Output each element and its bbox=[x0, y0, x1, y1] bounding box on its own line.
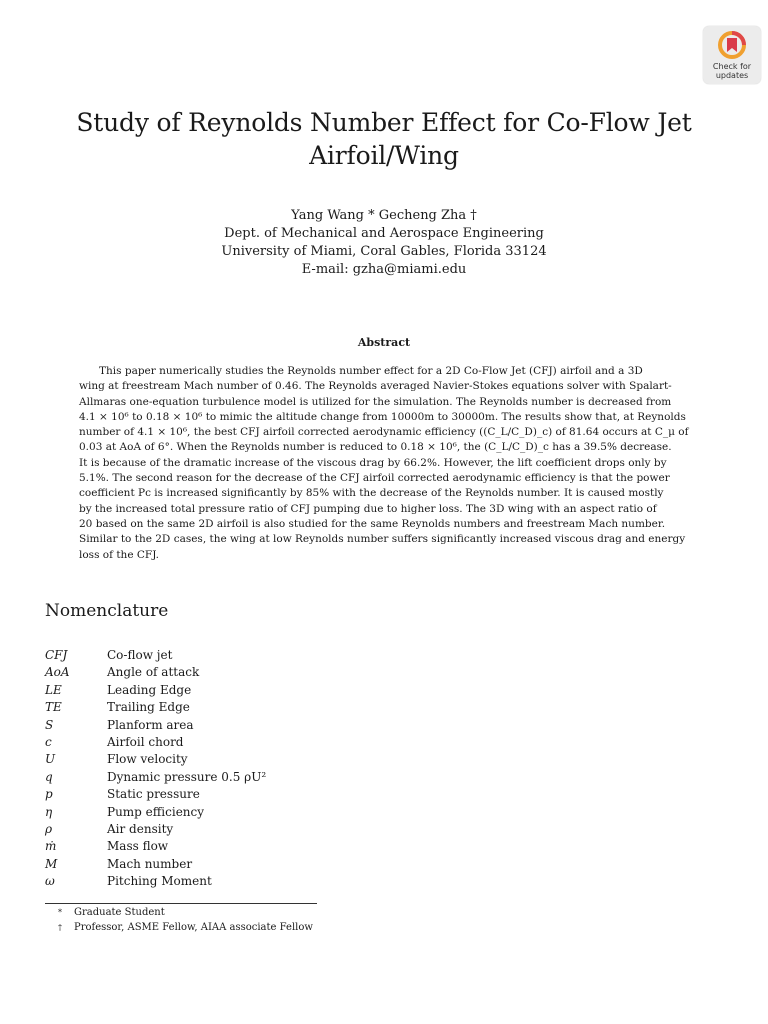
nomenclature-symbol: U bbox=[45, 752, 56, 767]
nomenclature-row bbox=[45, 682, 445, 699]
nomenclature-definition: Pump efficiency bbox=[107, 804, 205, 819]
author-block bbox=[100, 207, 668, 279]
nomenclature-definition: Dynamic pressure 0.5 ρU² bbox=[107, 769, 267, 784]
nomenclature-row bbox=[45, 786, 445, 803]
nomenclature-row bbox=[45, 856, 445, 873]
nomenclature-definition: Co-flow jet bbox=[107, 648, 173, 662]
nomenclature-definition: Air density bbox=[107, 822, 174, 837]
abstract-line: Allmaras one-equation turbulence model is utilized for the simulation. The Reynolds number is decreased from bbox=[79, 395, 672, 408]
footnotes bbox=[58, 905, 313, 935]
footnote-mark: † bbox=[58, 923, 62, 932]
paper-title bbox=[40, 106, 728, 172]
nomenclature-symbol: ρ bbox=[45, 822, 53, 837]
nomenclature-row bbox=[45, 699, 445, 716]
nomenclature-definition: Trailing Edge bbox=[107, 700, 190, 715]
nomenclature-symbol: η bbox=[45, 804, 53, 819]
bookmark-icon bbox=[718, 31, 746, 59]
nomenclature-symbol: CFJ bbox=[45, 648, 68, 662]
nomenclature-definition: Airfoil chord bbox=[107, 735, 184, 750]
nomenclature-symbol: LE bbox=[45, 682, 62, 697]
abstract-line: 20 based on the same 2D airfoil is also studied for the same Reynolds numbers and freestream Mach number. bbox=[79, 517, 666, 530]
nomenclature-symbol: S bbox=[45, 717, 54, 732]
nomenclature-heading: Nomenclature bbox=[45, 601, 169, 621]
nomenclature-definition: Planform area bbox=[107, 717, 194, 732]
nomenclature-row bbox=[45, 647, 445, 664]
nomenclature-row bbox=[45, 821, 445, 838]
nomenclature-row bbox=[45, 664, 445, 681]
abstract-line: 5.1%. The second reason for the decrease of the CFJ airfoil corrected aerodynamic efficiency is that the power bbox=[79, 472, 670, 485]
nomenclature-row bbox=[45, 751, 445, 768]
footnote-divider bbox=[45, 903, 317, 904]
abstract-line: number of 4.1 × 10⁶, the best CFJ airfoil corrected aerodynamic efficiency ((C_L/C_D)_c) of 81.64 occurs at C_μ of bbox=[79, 426, 689, 439]
footnote-text: Graduate Student bbox=[74, 907, 165, 918]
nomenclature-symbol: q bbox=[45, 769, 53, 784]
nomenclature-definition: Flow velocity bbox=[107, 752, 188, 767]
abstract-line: by the increased total pressure ratio of CFJ pumping due to higher loss. The 3D wing with an aspect ratio of bbox=[79, 502, 657, 515]
footnote-text: Professor, ASME Fellow, AIAA associate Fellow bbox=[74, 922, 313, 933]
nomenclature-definition: Leading Edge bbox=[107, 682, 192, 697]
abstract-line: Similar to the 2D cases, the wing at low Reynolds number suffers significantly increased viscous drag and energy bbox=[79, 533, 686, 546]
nomenclature-symbol: M bbox=[45, 856, 58, 871]
check-for-updates-badge[interactable] bbox=[703, 26, 761, 84]
nomenclature-row bbox=[45, 769, 445, 786]
nomenclature-symbol: AoA bbox=[45, 665, 70, 680]
nomenclature-symbol: p bbox=[45, 787, 53, 802]
nomenclature-definition: Mach number bbox=[107, 856, 193, 871]
abstract-line: This paper numerically studies the Reynolds number effect for a 2D Co-Flow Jet (CFJ) airfoil and a 3D bbox=[99, 365, 643, 377]
author-dept: Dept. of Mechanical and Aerospace Engineering bbox=[224, 226, 544, 241]
author-names: Yang Wang * Gecheng Zha † bbox=[291, 208, 477, 223]
nomenclature-row bbox=[45, 804, 445, 821]
abstract-heading: Abstract bbox=[357, 336, 411, 349]
author-university: University of Miami, Coral Gables, Florida 33124 bbox=[221, 244, 547, 259]
footnote bbox=[58, 920, 313, 935]
nomenclature-row bbox=[45, 873, 445, 890]
nomenclature-row bbox=[45, 734, 445, 751]
badge-label: Check for updates bbox=[712, 62, 752, 80]
abstract-line: 4.1 × 10⁶ to 0.18 × 10⁶ to mimic the altitude change from 10000m to 30000m. The results show that, at Reynolds bbox=[79, 410, 686, 423]
nomenclature-definition: Mass flow bbox=[107, 839, 169, 854]
abstract-line: loss of the CFJ. bbox=[79, 548, 159, 561]
abstract-text bbox=[79, 364, 689, 563]
author-email[interactable]: E-mail: gzha@miami.edu bbox=[301, 262, 467, 277]
footnote-mark: * bbox=[58, 908, 62, 917]
nomenclature-symbol: ṁ bbox=[45, 839, 57, 854]
nomenclature-symbol: c bbox=[45, 735, 52, 750]
abstract-line: coefficient Pc is increased significantly by 85% with the decrease of the Reynolds number. It is caused mostly bbox=[79, 487, 664, 500]
nomenclature-definition: Pitching Moment bbox=[107, 874, 212, 889]
nomenclature-row bbox=[45, 717, 445, 734]
footnote bbox=[58, 905, 313, 920]
nomenclature-symbol: ω bbox=[45, 874, 55, 889]
nomenclature-symbol: TE bbox=[45, 700, 62, 715]
abstract-line: 0.03 at AoA of 6°. When the Reynolds number is reduced to 0.18 × 10⁶, the (C_L/C_D)_c has a 39.5% decrease. bbox=[79, 441, 672, 454]
abstract-line: It is because of the dramatic increase of the viscous drag by 66.2%. However, the lift coefficient drops only by bbox=[79, 456, 667, 469]
nomenclature-row bbox=[45, 838, 445, 855]
nomenclature-list bbox=[45, 647, 445, 891]
nomenclature-definition: Static pressure bbox=[107, 787, 200, 802]
title-line-1: Study of Reynolds Number Effect for Co-Flow Jet bbox=[76, 108, 692, 137]
nomenclature-definition: Angle of attack bbox=[107, 665, 200, 680]
title-line-2: Airfoil/Wing bbox=[309, 141, 459, 170]
abstract-line: wing at freestream Mach number of 0.46. The Reynolds averaged Navier-Stokes equations solver with Spalart- bbox=[79, 380, 672, 393]
